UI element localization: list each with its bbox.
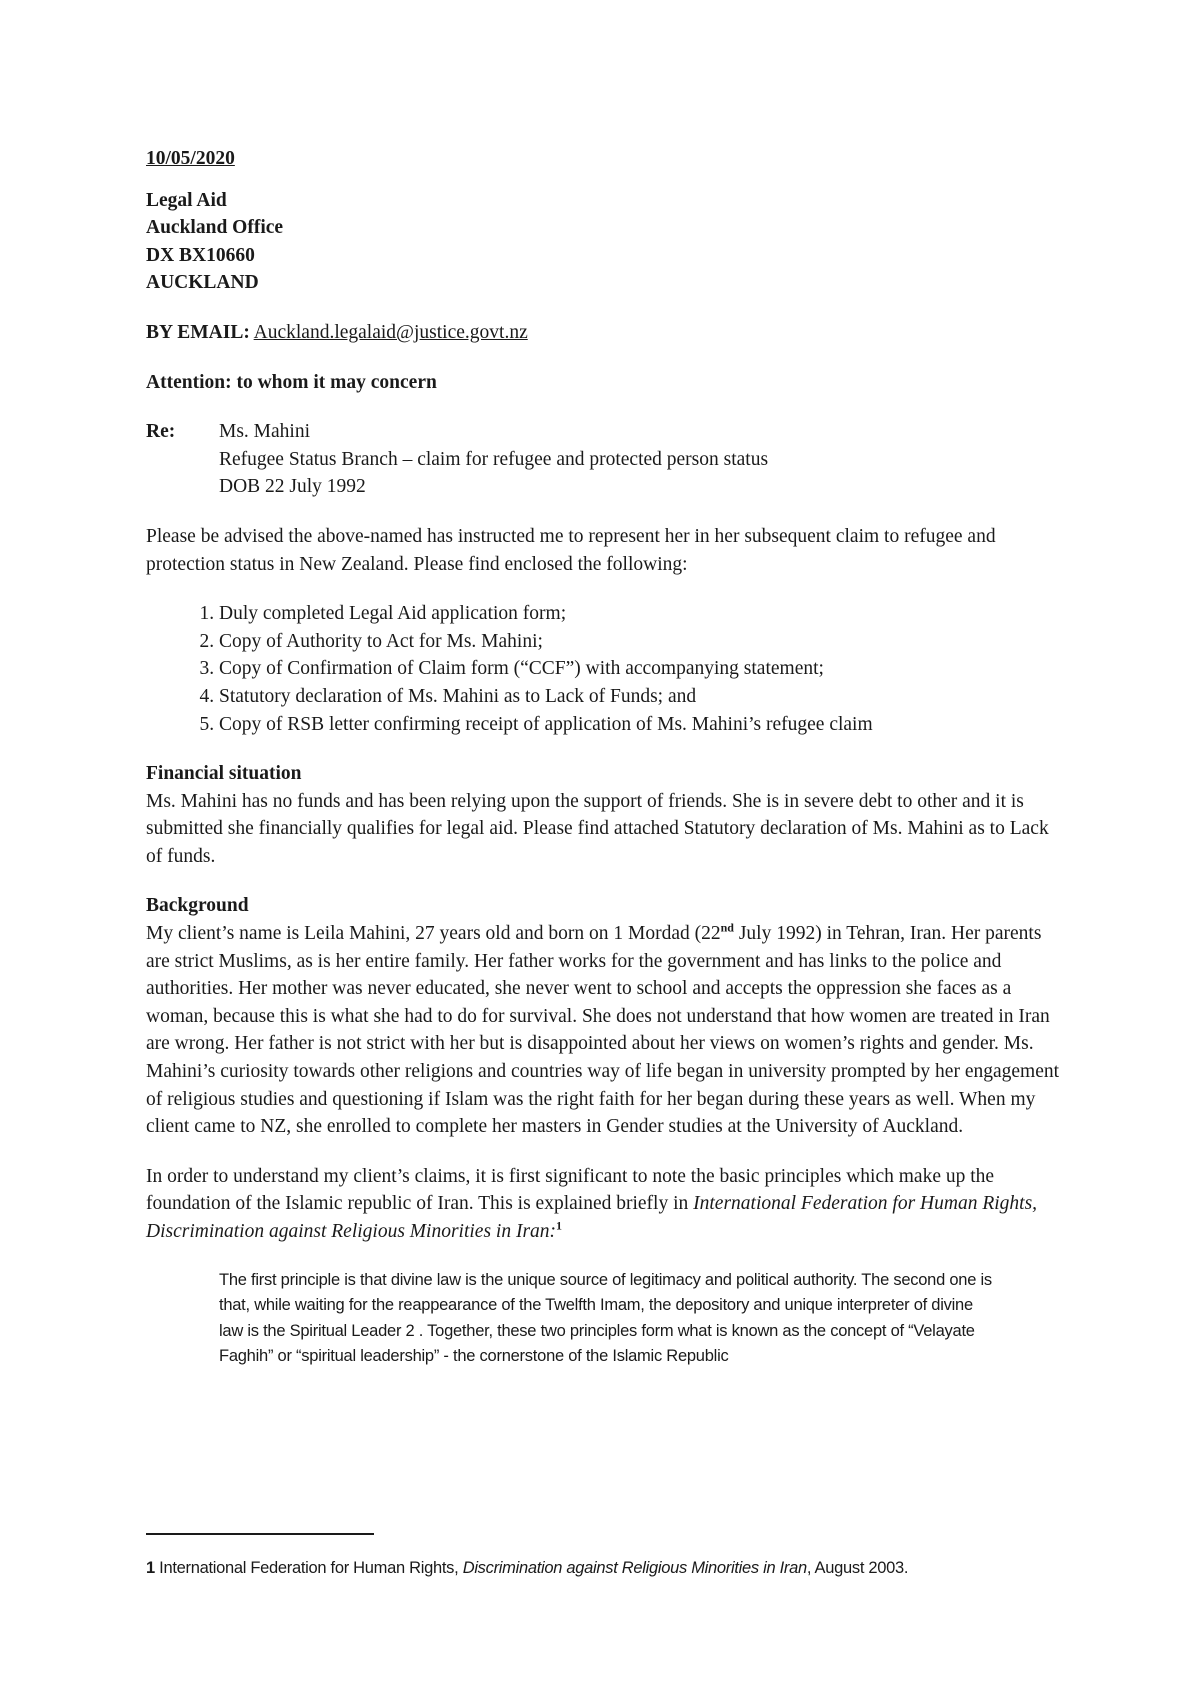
ordinal-suffix: nd <box>720 920 734 935</box>
enclosures-list <box>146 600 1066 738</box>
footnote-divider <box>146 1533 374 1535</box>
financial-heading: Financial situation <box>146 763 302 785</box>
address-line: Auckland Office <box>146 217 284 239</box>
footnote-title: Discrimination against Religious Minorities in Iran <box>462 1558 807 1577</box>
footnote: 1 International Federation for Human Rights, Discrimination against Religious Minorities in Iran, August 2003. <box>146 1558 909 1577</box>
re-label: Re: <box>146 421 176 443</box>
attention-line: Attention: to whom it may concern <box>146 371 437 393</box>
re-block <box>146 418 1066 501</box>
re-line: Ms. Mahini <box>219 421 311 443</box>
recipient-address <box>146 187 1066 297</box>
address-line: Legal Aid <box>146 189 227 211</box>
email-label: BY EMAIL: <box>146 321 250 343</box>
enclosure-item: 3. Copy of Confirmation of Claim form (“CCF”) with accompanying statement; <box>219 655 1066 683</box>
letter-body <box>146 145 1066 1370</box>
principles-paragraph: In order to understand my client’s claims, it is first significant to note the basic principles which make up the foundation of the Islamic republic of Iran. This is explained briefly in International Federation for Human Rights, Discrimination against Religious Minorities in Iran:$^1$ <box>146 1165 1038 1242</box>
email-link[interactable]: Auckland.legalaid@justice.govt.nz <box>253 321 528 343</box>
footnote-ref[interactable]: 1 <box>556 1218 563 1233</box>
enclosure-item: 4. Statutory declaration of Ms. Mahini as to Lack of Funds; and <box>219 683 1066 711</box>
re-line: DOB 22 July 1992 <box>219 476 366 498</box>
re-line: Refugee Status Branch – claim for refugee and protected person status <box>219 448 769 470</box>
background-heading: Background <box>146 895 249 917</box>
block-quote: The first principle is that divine law is the unique source of legitimacy and political authority. The second one is that, while waiting for the reappearance of the Twelfth Imam, the depository and unique interpreter of divine law is the Spiritual Leader 2 . Together, these two principles form what is known as the concept of “Velayate Faghih” or “spiritual leadership” - the cornerstone of the Islamic Republic <box>219 1270 992 1366</box>
enclosure-item: 5. Copy of RSB letter confirming receipt of application of Ms. Mahini’s refugee claim <box>219 711 1066 739</box>
background-paragraph: My client’s name is Leila Mahini, 27 years old and born on 1 Mordad (22nd July 1992) in Tehran, Iran. Her parents are strict Muslims, as is her entire family. Her father works for the government and has links to the police and authorities. Her mother was never educated, she never went to school and accepts the oppression she faces as a woman, because this is what she had to do for survival. She does not understand that how women are treated in Iran are wrong. Her father is not strict with her but is disappointed about her views on women’s rights and gender. Ms. Mahini’s curiosity towards other religions and countries way of life began in university prompted by her engagement of religious studies and questioning if Islam was the right faith for her began during these years as well. When my client came to NZ, she enrolled to complete her masters in Gender studies at the University of Auckland. <box>146 920 1060 1138</box>
enclosure-item: 1. Duly completed Legal Aid application form; <box>219 600 1066 628</box>
enclosure-item: 2. Copy of Authority to Act for Ms. Mahini; <box>219 628 1066 656</box>
financial-paragraph: Ms. Mahini has no funds and has been relying upon the support of friends. She is in severe debt to other and it is submitted she financially qualifies for legal aid. Please find attached Statutory declaration of Ms. Mahini as to Lack of funds. <box>146 790 1049 867</box>
intro-paragraph: Please be advised the above-named has instructed me to represent her in her subsequent claim to refugee and protection status in New Zealand. Please find enclosed the following: <box>146 525 996 575</box>
address-line: DX BX10660 <box>146 244 255 266</box>
letter-date: 10/05/2020 <box>146 148 235 169</box>
footnote-number: 1 <box>146 1558 155 1577</box>
address-line: AUCKLAND <box>146 272 259 294</box>
email-line <box>146 319 1066 347</box>
cited-title: International Federation for Human Rights, Discrimination against Religious Minorities in Iran: <box>146 1193 1038 1242</box>
